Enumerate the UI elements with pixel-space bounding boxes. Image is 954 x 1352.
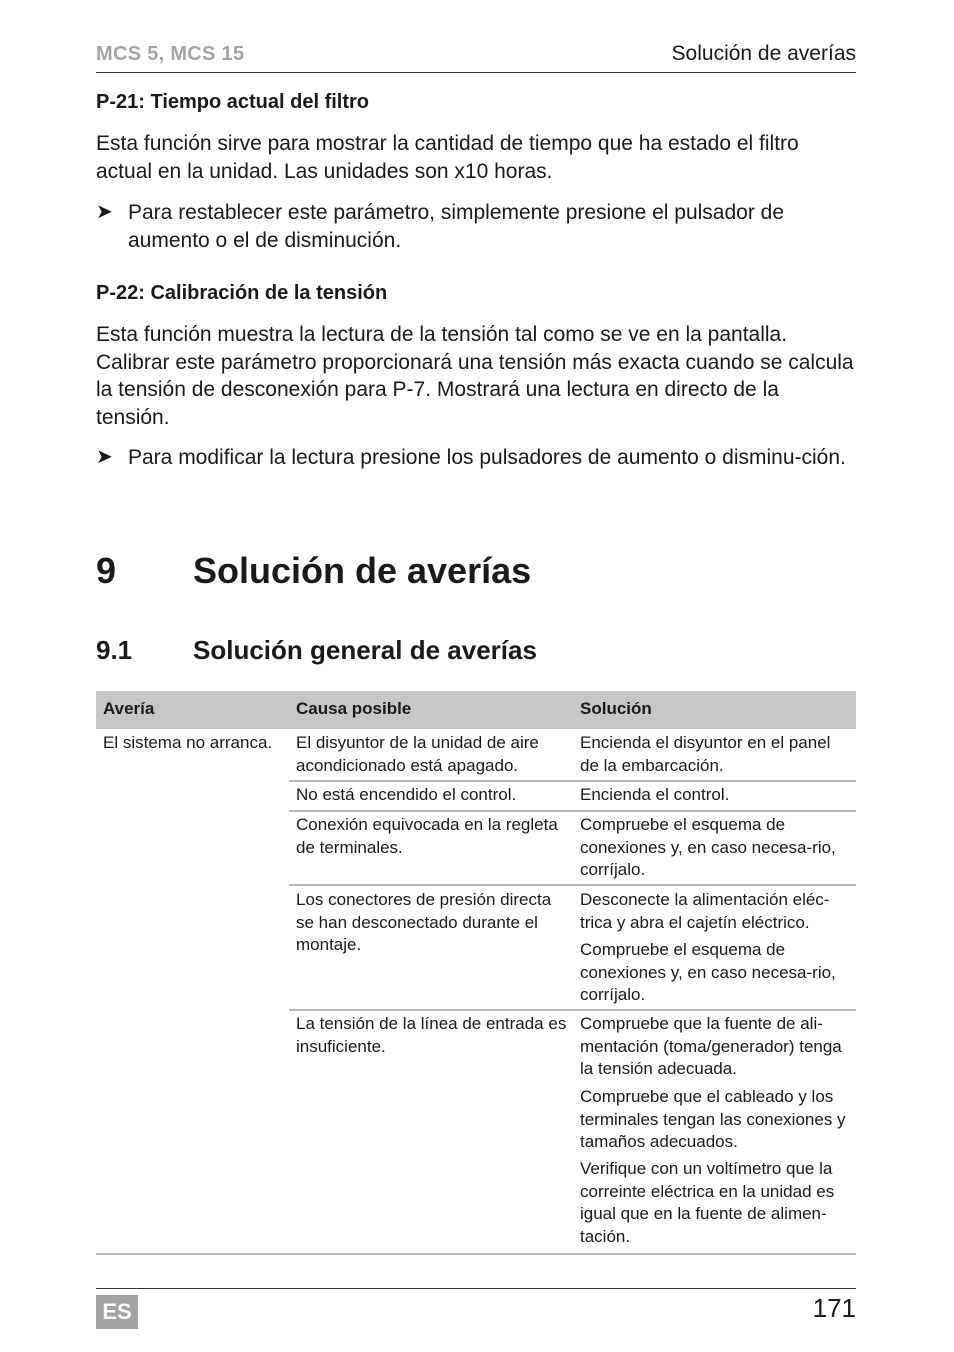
solution-cell: Compruebe que el cableado y los terminales tengan las conexiones y tamaños adecuados. [580,1087,846,1152]
language-badge: ES [96,1295,138,1329]
troubleshooting-table [96,691,856,1247]
header-solution: Solución [580,699,652,718]
p22-bullet [96,444,858,472]
cause-cell: Conexión equivocada en la regleta de terminales. [296,815,558,857]
header-section-title: Solución de averías [671,42,856,65]
row-divider [289,780,856,782]
header-fault: Avería [103,699,155,718]
row-divider [289,1009,856,1011]
page-header [96,40,856,73]
solution-cell: Compruebe que la fuente de ali-mentación (toma/generador) tenga la tensión adecuada. [580,1014,842,1079]
solution-cell: Encienda el disyuntor en el panel de la embarcación. [580,733,831,775]
solution-cell: Compruebe el esquema de conexiones y, en caso necesa-rio, corríjalo. [580,815,836,880]
p21-bullet-text: Para restablecer este parámetro, simplemente presione el pulsador de aumento o el de disminución. [128,201,785,252]
section-title: Solución general de averías [193,635,537,665]
p21-bullet [96,199,858,254]
cause-cell: El disyuntor de la unidad de aire acondicionado está apagado. [296,733,539,775]
chapter-number: 9 [96,550,117,591]
row-divider [289,810,856,812]
page-footer [96,1288,856,1330]
solution-cell: Desconecte la alimentación eléc-trica y abra el cajetín eléctrico. [580,890,830,932]
cause-cell: No está encendido el control. [296,785,517,804]
p22-title: P-22: Calibración de la tensión [96,282,388,304]
chapter-title: Solución de averías [193,550,532,591]
table-bottom-rule [96,1253,856,1255]
bullet-arrow-icon: ➤ [96,201,113,223]
chapter-heading [96,550,531,592]
p21-body: Esta función sirve para mostrar la cantidad de tiempo que ha estado el filtro actual en la unidad. Las unidades son x10 horas. [96,132,799,183]
cause-cell: La tensión de la línea de entrada es insuficiente. [296,1014,567,1056]
table-header-row [96,691,856,729]
row-divider [289,884,856,886]
section-heading [96,635,537,666]
p21-title: P-21: Tiempo actual del filtro [96,91,370,113]
header-model: MCS 5, MCS 15 [96,43,245,65]
cause-cell: Los conectores de presión directa se han desconectado durante el montaje. [296,890,552,955]
solution-cell: Verifique con un voltímetro que la correinte eléctrica en la unidad es igual que en la fuente de alimen-tación. [580,1159,835,1247]
bullet-arrow-icon: ➤ [96,446,113,468]
fault-cell: El sistema no arranca. [103,733,273,752]
section-number: 9.1 [96,635,133,665]
solution-cell: Encienda el control. [580,785,730,804]
page-number: 171 [812,1293,856,1323]
p22-body: Esta función muestra la lectura de la tensión tal como se ve en la pantalla. Calibrar este parámetro proporcionará una tensión más exacta cuando se calcula la tensión de desconexión para P-7. Mostrará una lectura en directo de la tensión. [96,323,854,429]
solution-cell: Compruebe el esquema de conexiones y, en caso necesa-rio, corríjalo. [580,940,836,1005]
header-cause: Causa posible [296,699,412,718]
p22-bullet-text: Para modificar la lectura presione los pulsadores de aumento o disminu-ción. [128,446,846,469]
